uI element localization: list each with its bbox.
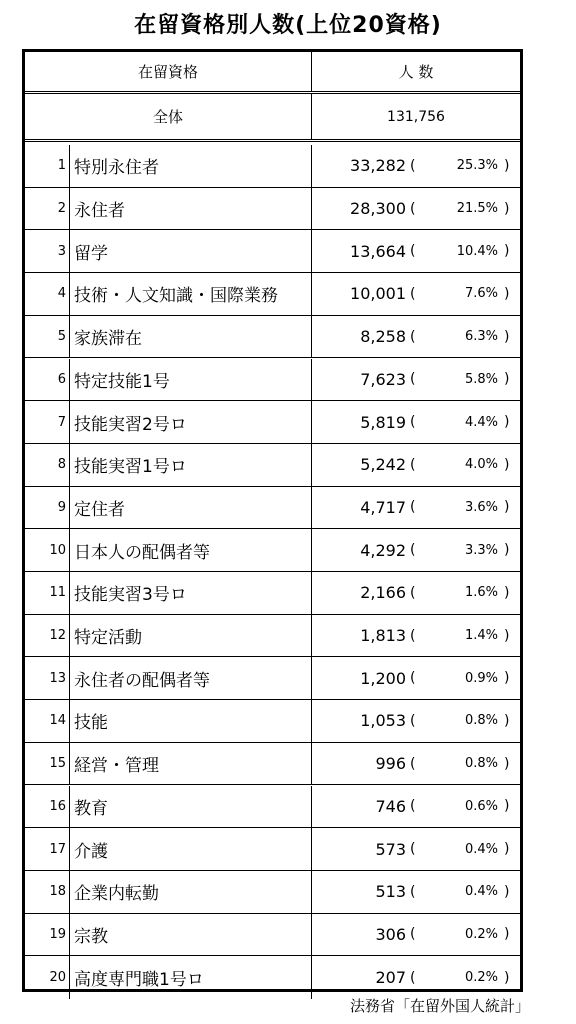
table-row — [25, 316, 520, 359]
percent-cell: 0.8% — [464, 756, 498, 772]
table-row — [25, 657, 520, 700]
rank-cell: 7 — [25, 401, 70, 443]
paren-open: ( — [410, 883, 416, 900]
count-cell: 746 — [375, 796, 406, 816]
percent-cell: 7.6% — [464, 286, 498, 302]
percent-cell: 0.2% — [464, 926, 498, 942]
paren-open: ( — [410, 499, 416, 516]
paren-close: ) — [504, 584, 510, 601]
rank-cell: 19 — [25, 914, 70, 956]
table-row — [25, 786, 520, 829]
paren-close: ) — [504, 926, 510, 943]
paren-close: ) — [504, 798, 510, 815]
count-cell: 13,664 — [350, 241, 406, 261]
status-name-cell: 日本人の配偶者等 — [70, 529, 312, 571]
total-value: 131,756 — [387, 108, 445, 125]
count-cell: 2,166 — [360, 583, 406, 603]
rank-cell: 10 — [25, 529, 70, 571]
table-row — [25, 273, 520, 316]
table-row — [25, 914, 520, 957]
status-name-cell: 経営・管理 — [70, 743, 312, 785]
paren-open: ( — [410, 157, 416, 174]
paren-open: ( — [410, 755, 416, 772]
rank-cell: 16 — [25, 786, 70, 828]
header-count: 人 数 — [398, 63, 434, 81]
paren-open: ( — [410, 200, 416, 217]
paren-open: ( — [410, 627, 416, 644]
rank-cell: 15 — [25, 743, 70, 785]
percent-cell: 4.4% — [464, 414, 498, 430]
rank-cell: 9 — [25, 487, 70, 529]
paren-open: ( — [410, 542, 416, 559]
rank-cell: 6 — [25, 359, 70, 401]
page-title: 在留資格別人数(上位20資格) — [134, 13, 442, 38]
count-cell: 4,717 — [360, 497, 406, 517]
rank-cell: 18 — [25, 871, 70, 913]
status-name-cell: 永住者の配偶者等 — [70, 657, 312, 699]
rank-cell: 17 — [25, 828, 70, 870]
percent-cell: 1.6% — [464, 585, 498, 601]
rank-cell: 8 — [25, 444, 70, 486]
status-name-cell: 技能 — [70, 700, 312, 742]
table-row — [25, 529, 520, 572]
paren-open: ( — [410, 456, 416, 473]
table-row — [25, 487, 520, 530]
rank-cell: 2 — [25, 188, 70, 230]
percent-cell: 4.0% — [464, 457, 498, 473]
table-row — [25, 444, 520, 487]
paren-close: ) — [504, 371, 510, 388]
total-label: 全体 — [25, 94, 312, 139]
table-row — [25, 188, 520, 231]
paren-open: ( — [410, 371, 416, 388]
status-name-cell: 企業内転勤 — [70, 871, 312, 913]
percent-cell: 0.9% — [464, 670, 498, 686]
table-row — [25, 956, 520, 999]
rank-cell: 5 — [25, 316, 70, 358]
status-name-cell: 特別永住者 — [70, 145, 312, 187]
table-row — [25, 743, 520, 786]
table-row — [25, 572, 520, 615]
paren-open: ( — [410, 926, 416, 943]
count-cell: 573 — [375, 839, 406, 859]
table-row — [25, 145, 520, 188]
count-cell: 4,292 — [360, 540, 406, 560]
percent-cell: 0.4% — [464, 884, 498, 900]
paren-close: ) — [504, 883, 510, 900]
paren-close: ) — [504, 285, 510, 302]
percent-cell: 0.2% — [464, 970, 498, 986]
paren-open: ( — [410, 969, 416, 986]
table-row — [25, 871, 520, 914]
rank-cell: 11 — [25, 572, 70, 614]
count-cell: 28,300 — [350, 199, 406, 219]
count-cell: 1,053 — [360, 711, 406, 731]
count-cell: 513 — [375, 882, 406, 902]
count-cell: 996 — [375, 754, 406, 774]
header-status: 在留資格 — [25, 52, 312, 91]
count-cell: 7,623 — [360, 369, 406, 389]
paren-open: ( — [410, 584, 416, 601]
count-cell: 10,001 — [350, 284, 406, 304]
percent-cell: 10.4% — [456, 243, 498, 259]
rank-cell: 12 — [25, 615, 70, 657]
count-cell: 1,200 — [360, 668, 406, 688]
paren-close: ) — [504, 328, 510, 345]
paren-close: ) — [504, 755, 510, 772]
paren-open: ( — [410, 414, 416, 431]
status-name-cell: 特定活動 — [70, 615, 312, 657]
table-header — [25, 52, 520, 94]
status-name-cell: 介護 — [70, 828, 312, 870]
rank-cell: 14 — [25, 700, 70, 742]
paren-open: ( — [410, 712, 416, 729]
percent-cell: 0.6% — [464, 798, 498, 814]
paren-open: ( — [410, 285, 416, 302]
rank-cell: 1 — [25, 145, 70, 187]
status-name-cell: 高度専門職1号ロ — [70, 956, 312, 999]
percent-cell: 1.4% — [464, 628, 498, 644]
count-cell: 5,819 — [360, 412, 406, 432]
statistics-table — [22, 49, 523, 992]
table-row — [25, 230, 520, 273]
status-name-cell: 技術・人文知識・国際業務 — [70, 273, 312, 315]
paren-close: ) — [504, 670, 510, 687]
percent-cell: 21.5% — [456, 201, 498, 217]
paren-open: ( — [410, 841, 416, 858]
count-cell: 1,813 — [360, 626, 406, 646]
table-row — [25, 828, 520, 871]
paren-close: ) — [504, 414, 510, 431]
table-row — [25, 700, 520, 743]
paren-open: ( — [410, 670, 416, 687]
paren-close: ) — [504, 712, 510, 729]
status-name-cell: 家族滞在 — [70, 316, 312, 358]
source-note: 法務省「在留外国人統計」 — [349, 997, 530, 1015]
paren-close: ) — [504, 200, 510, 217]
percent-cell: 3.3% — [464, 542, 498, 558]
table-row — [25, 359, 520, 402]
percent-cell: 3.6% — [464, 499, 498, 515]
status-name-cell: 特定技能1号 — [70, 359, 312, 401]
percent-cell: 25.3% — [456, 158, 498, 174]
status-name-cell: 技能実習3号ロ — [70, 572, 312, 614]
status-name-cell: 教育 — [70, 786, 312, 828]
count-cell: 306 — [375, 924, 406, 944]
table-row — [25, 401, 520, 444]
count-cell: 207 — [375, 968, 406, 988]
paren-close: ) — [504, 499, 510, 516]
table-row — [25, 615, 520, 658]
status-name-cell: 留学 — [70, 230, 312, 272]
rank-cell: 3 — [25, 230, 70, 272]
paren-close: ) — [504, 627, 510, 644]
rank-cell: 20 — [25, 956, 70, 999]
count-cell: 8,258 — [360, 327, 406, 347]
paren-close: ) — [504, 157, 510, 174]
count-cell: 33,282 — [350, 156, 406, 176]
paren-open: ( — [410, 798, 416, 815]
percent-cell: 6.3% — [464, 329, 498, 345]
paren-close: ) — [504, 841, 510, 858]
paren-close: ) — [504, 542, 510, 559]
rank-cell: 4 — [25, 273, 70, 315]
percent-cell: 0.8% — [464, 713, 498, 729]
status-name-cell: 宗教 — [70, 914, 312, 956]
count-cell: 5,242 — [360, 455, 406, 475]
status-name-cell: 技能実習1号ロ — [70, 444, 312, 486]
paren-open: ( — [410, 328, 416, 345]
percent-cell: 0.4% — [464, 841, 498, 857]
status-name-cell: 技能実習2号ロ — [70, 401, 312, 443]
paren-close: ) — [504, 969, 510, 986]
paren-open: ( — [410, 243, 416, 260]
paren-close: ) — [504, 456, 510, 473]
status-name-cell: 永住者 — [70, 188, 312, 230]
status-name-cell: 定住者 — [70, 487, 312, 529]
rank-cell: 13 — [25, 657, 70, 699]
total-row — [25, 94, 520, 142]
paren-close: ) — [504, 243, 510, 260]
percent-cell: 5.8% — [464, 371, 498, 387]
